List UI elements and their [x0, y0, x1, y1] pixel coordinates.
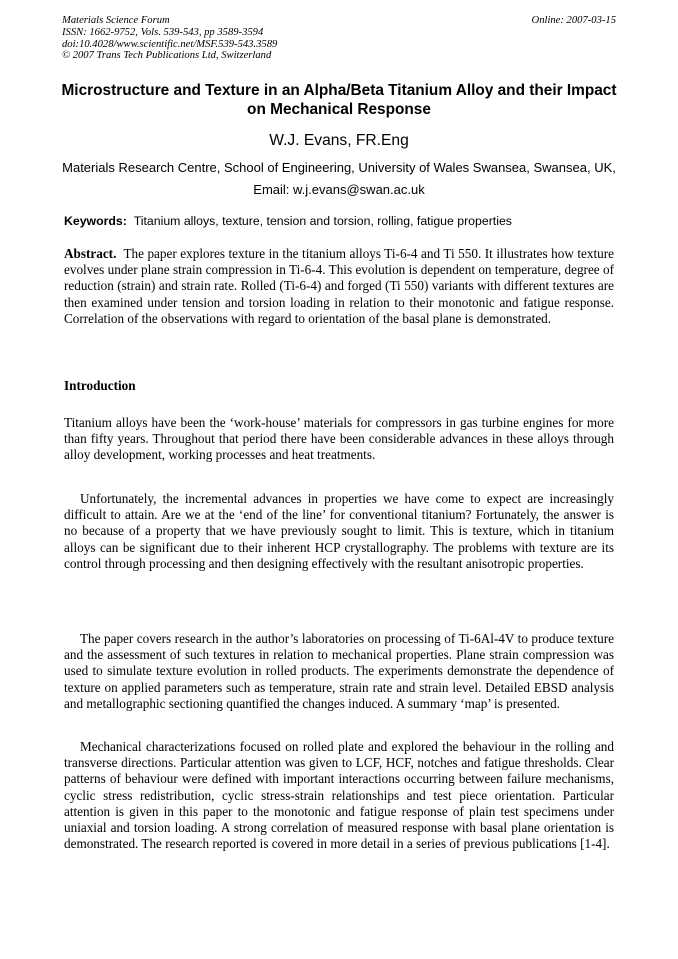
affiliation: Materials Research Centre, School of Engineering, University of Wales Swansea, Swansea, UK, — [62, 160, 616, 175]
keywords — [64, 214, 616, 228]
keywords-label: Keywords: — [64, 214, 127, 228]
intro-paragraph-4: Mechanical characterizations focused on rolled plate and explored the behaviour in the rolling and transverse directions. Particular attention was given to LCF, HCF, notches and fatigue thresholds. Clear patterns of behaviour were defined with important interactions occurring between failure mechanisms, cyclic stress redistribution, cyclic stress-strain relationships and test piece orientation. Particular attention is given in this paper to the monotonic and fatigue response of plain test specimens under uniaxial and torsion loading. A strong correlation of measured response with basal plane orientation is demonstrated. The research reported is covered in more detail in a series of previous publications [1-4]. — [64, 739, 614, 852]
intro-paragraph-2: Unfortunately, the incremental advances in properties we have come to expect are increasingly difficult to attain. Are we at the ‘end of the line’ for conventional titanium? Fortunately, the answer is no because of a property that we have previously sought to limit. This is texture, which in titanium alloys can be significant due to their inherent HCP crystallography. The problems with texture are its control through processing and then designing effectively with the resultant anisotropic properties. — [64, 491, 614, 571]
abstract-label: Abstract. — [64, 246, 117, 261]
copyright-line: © 2007 Trans Tech Publications Ltd, Switzerland — [62, 50, 272, 62]
intro-paragraph-1: Titanium alloys have been the ‘work-house’ materials for compressors in gas turbine engines for more than fifty years. Throughout that period there have been considerable advances in these alloys through alloy development, working processes and heat treatments. — [64, 415, 614, 463]
abstract — [64, 246, 614, 327]
paper-title: Microstructure and Texture in an Alpha/Beta Titanium Alloy and their Impact on Mechanical Response — [61, 82, 617, 118]
email: Email: w.j.evans@swan.ac.uk — [253, 182, 425, 197]
online-date: Online: 2007-03-15 — [531, 15, 616, 26]
section-heading-introduction: Introduction — [64, 378, 136, 393]
affiliation-block — [40, 157, 638, 201]
intro-paragraph-3: The paper covers research in the author’s laboratories on processing of Ti-6Al-4V to produce texture and the assessment of such textures in relation to mechanical properties. Plane strain compression was used to simulate texture evolution in rolled products. The experiments demonstrate the dependence of texture on applied parameters such as temperature, strain rate and strain level. Detailed EBSD analysis and metallographic sectioning quantified the changes induced. A summary ‘map’ is presented. — [64, 631, 614, 711]
keywords-text: Titanium alloys, texture, tension and torsion, rolling, fatigue properties — [133, 214, 512, 228]
journal-name: Materials Science Forum — [62, 15, 170, 26]
abstract-text: The paper explores texture in the titanium alloys Ti-6-4 and Ti 550. It illustrates how texture evolves under plane strain compression in Ti-6-4. This evolution is dependent on temperature, degree of reduction (strain) and strain rate. Rolled (Ti-6-4) and forged (Ti 550) variants with different textures are then examined under tension and torsion loading in relation to their monotonic and fatigue response. Correlation of the observations with regard to orientation of the basal plane is demonstrated. — [64, 246, 615, 326]
issn-line: ISSN: 1662-9752, Vols. 539-543, pp 3589-3594 — [62, 26, 264, 38]
journal-header — [62, 15, 616, 62]
doi-line: doi:10.4028/www.scientific.net/MSF.539-543.3589 — [62, 38, 278, 50]
author-name: W.J. Evans, FR.Eng — [269, 132, 409, 149]
